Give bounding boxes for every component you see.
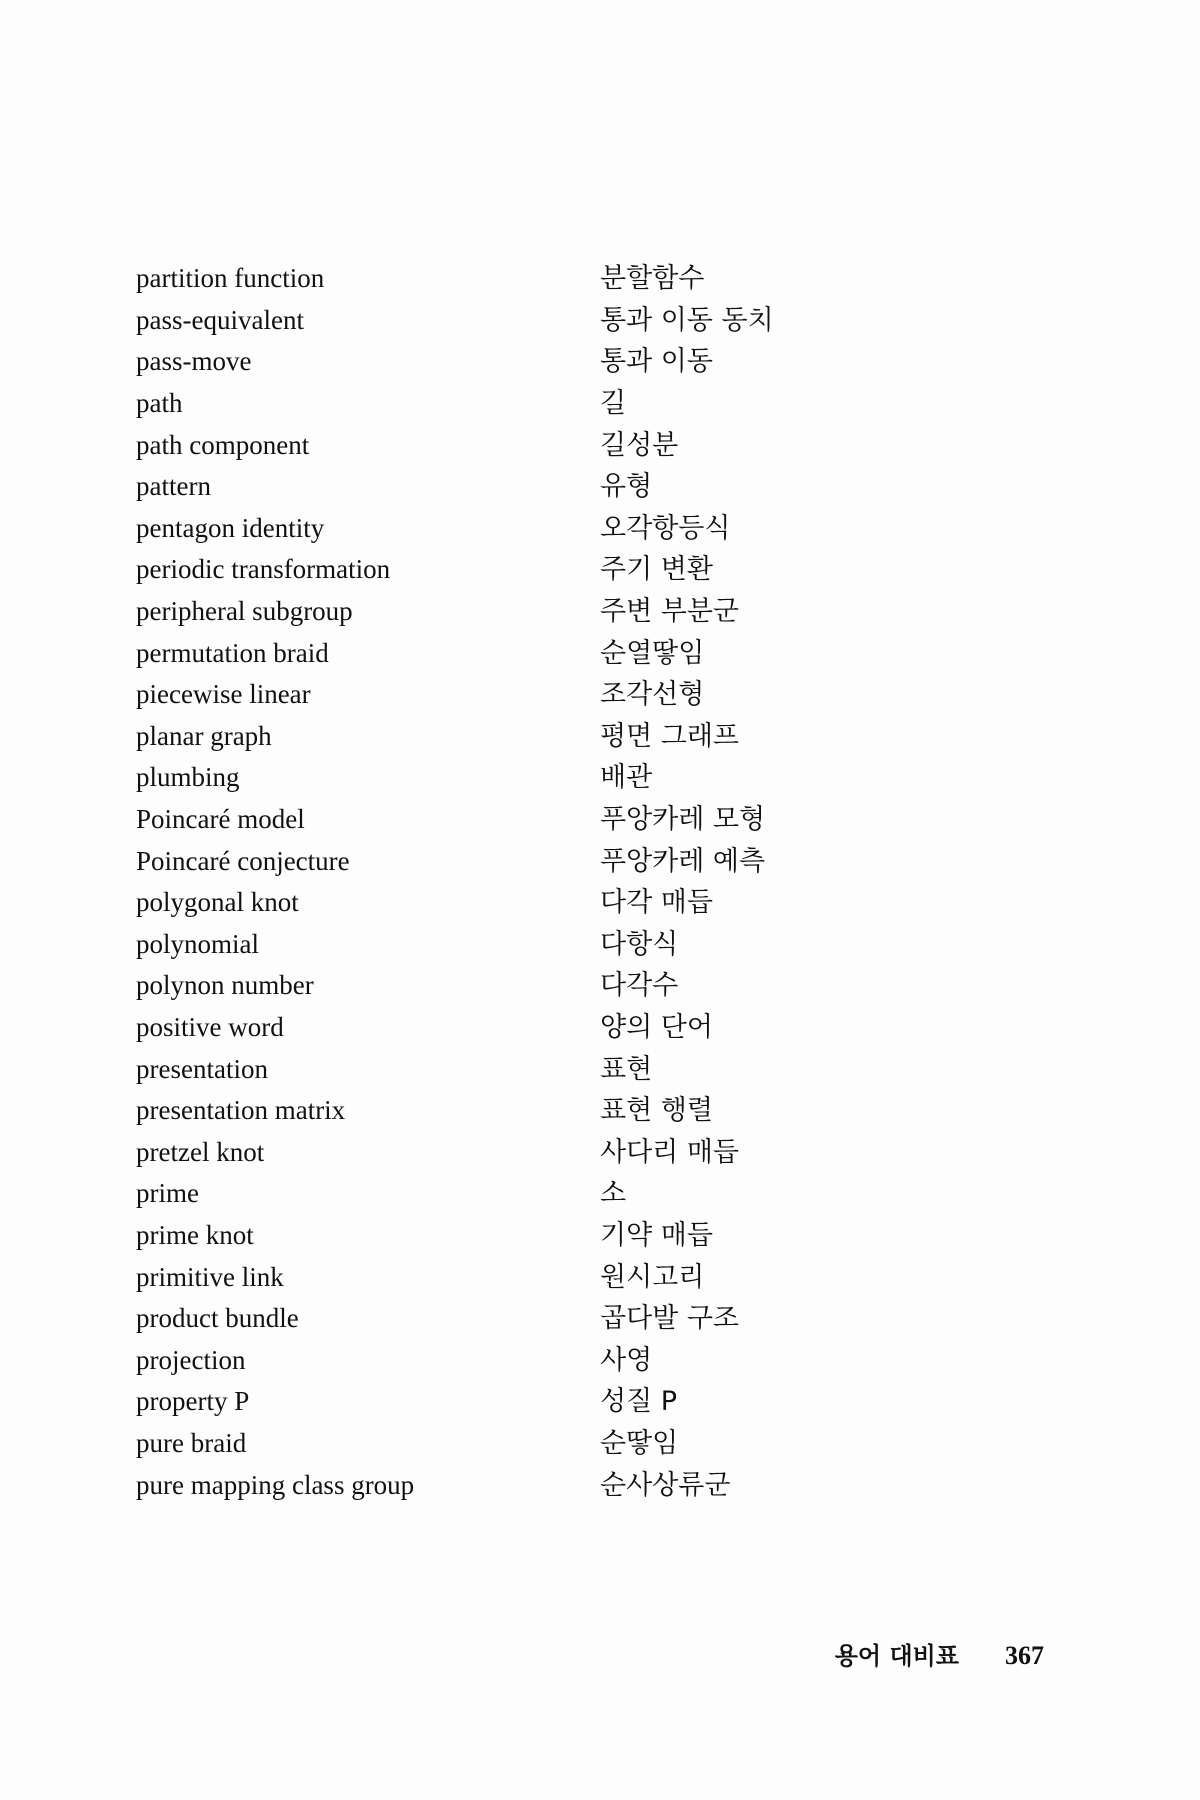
glossary-row xyxy=(136,508,896,550)
footer-title: 용어 대비표 xyxy=(834,1642,959,1670)
term-english: pure braid xyxy=(136,1427,247,1458)
term-korean: 성질 P xyxy=(600,1386,678,1418)
term-korean: 표현 xyxy=(600,1053,653,1085)
term-english: pattern xyxy=(136,471,211,502)
term-english: pure mapping class group xyxy=(136,1469,415,1500)
term-korean: 순땋임 xyxy=(600,1427,679,1459)
glossary-row xyxy=(136,1464,896,1506)
term-english: peripheral subgroup xyxy=(136,596,353,627)
term-english: permutation braid xyxy=(136,637,329,668)
glossary-row xyxy=(136,674,896,716)
term-korean: 소 xyxy=(600,1178,627,1210)
term-english: pretzel knot xyxy=(136,1136,265,1167)
term-english: prime knot xyxy=(136,1219,254,1250)
glossary-row xyxy=(136,716,896,758)
term-korean: 표현 행렬 xyxy=(600,1095,713,1127)
term-korean: 순사상류군 xyxy=(600,1469,731,1501)
glossary-row xyxy=(136,1339,896,1381)
term-english: path component xyxy=(136,429,310,460)
term-english: plumbing xyxy=(136,762,240,793)
term-korean: 주변 부분군 xyxy=(600,596,739,628)
term-english: pass-move xyxy=(136,346,252,377)
term-korean: 순열땋임 xyxy=(600,637,705,669)
glossary-row xyxy=(136,1298,896,1340)
term-korean: 다각수 xyxy=(600,970,679,1002)
term-english: presentation xyxy=(136,1053,268,1084)
term-english: path xyxy=(136,388,183,419)
glossary-row xyxy=(136,757,896,799)
term-korean: 배관 xyxy=(600,762,653,794)
glossary-row xyxy=(136,341,896,383)
term-english: piecewise linear xyxy=(136,679,311,710)
glossary-row xyxy=(136,1173,896,1215)
term-english: pass-equivalent xyxy=(136,304,304,335)
term-korean: 길성분 xyxy=(600,429,679,461)
glossary-row xyxy=(136,1048,896,1090)
term-korean: 사다리 매듭 xyxy=(600,1136,739,1168)
term-english: polynomial xyxy=(136,928,259,959)
term-korean: 평면 그래프 xyxy=(600,720,739,752)
glossary-list xyxy=(136,258,896,1506)
term-korean: 주기 변환 xyxy=(600,554,713,586)
term-english: prime xyxy=(136,1178,199,1209)
term-english: periodic transformation xyxy=(136,554,391,585)
glossary-row xyxy=(136,965,896,1007)
term-korean: 통과 이동 동치 xyxy=(600,304,774,336)
term-english: Poincaré conjecture xyxy=(136,845,350,876)
term-english: polynon number xyxy=(136,970,314,1001)
glossary-row xyxy=(136,1423,896,1465)
glossary-row xyxy=(136,1090,896,1132)
glossary-row xyxy=(136,466,896,508)
term-korean: 길 xyxy=(600,388,627,420)
term-korean: 곱다발 구조 xyxy=(600,1303,739,1335)
term-korean: 푸앙카레 모형 xyxy=(600,804,766,836)
page-footer xyxy=(835,1636,1044,1671)
term-korean: 기약 매듭 xyxy=(600,1219,713,1251)
glossary-row xyxy=(136,258,896,300)
glossary-row xyxy=(136,924,896,966)
term-english: planar graph xyxy=(136,720,272,751)
glossary-row xyxy=(136,799,896,841)
term-korean: 다각 매듭 xyxy=(600,887,713,919)
glossary-row xyxy=(136,549,896,591)
glossary-row xyxy=(136,840,896,882)
term-korean: 사영 xyxy=(600,1344,653,1376)
term-english: projection xyxy=(136,1344,246,1375)
glossary-row xyxy=(136,383,896,425)
term-english: property P xyxy=(136,1386,250,1417)
glossary-row xyxy=(136,300,896,342)
term-english: positive word xyxy=(136,1011,284,1042)
term-english: presentation matrix xyxy=(136,1095,346,1126)
glossary-row xyxy=(136,424,896,466)
term-korean: 다항식 xyxy=(600,928,679,960)
glossary-row xyxy=(136,632,896,674)
term-korean: 오각항등식 xyxy=(600,512,731,544)
term-english: primitive link xyxy=(136,1261,284,1292)
glossary-row xyxy=(136,591,896,633)
term-korean: 분할함수 xyxy=(600,263,705,295)
term-korean: 통과 이동 xyxy=(600,346,713,378)
glossary-row xyxy=(136,1215,896,1257)
term-korean: 양의 단어 xyxy=(600,1011,713,1043)
term-english: partition function xyxy=(136,263,325,294)
term-english: product bundle xyxy=(136,1303,299,1334)
glossary-row xyxy=(136,882,896,924)
term-korean: 유형 xyxy=(600,471,653,503)
glossary-row xyxy=(136,1131,896,1173)
term-english: polygonal knot xyxy=(136,887,299,918)
term-korean: 원시고리 xyxy=(600,1261,705,1293)
glossary-row xyxy=(136,1381,896,1423)
term-korean: 푸앙카레 예측 xyxy=(600,845,766,877)
term-korean: 조각선형 xyxy=(600,679,705,711)
term-english: Poincaré model xyxy=(136,804,305,835)
term-english: pentagon identity xyxy=(136,512,325,543)
glossary-row xyxy=(136,1256,896,1298)
page-number: 367 xyxy=(1005,1641,1044,1670)
glossary-row xyxy=(136,1007,896,1049)
